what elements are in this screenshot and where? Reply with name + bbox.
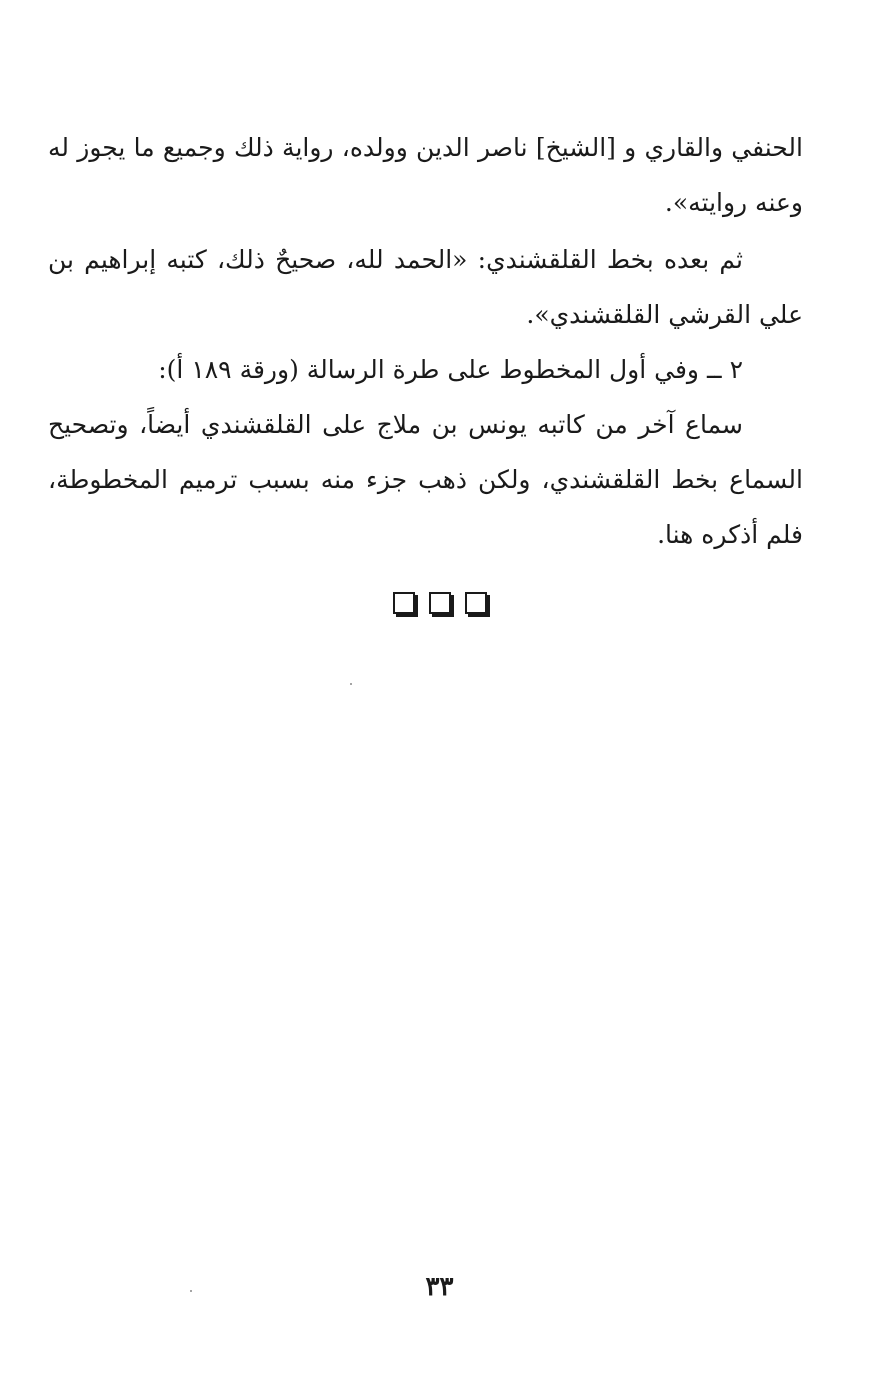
paragraph-continuation: الحنفي والقاري و [الشيخ] ناصر الدين وولده، رواية ذلك وجميع ما يجوز له وعنه روايته». — [48, 133, 803, 217]
ornament-box-icon — [429, 592, 451, 614]
ornament-box-icon — [465, 592, 487, 614]
document-body — [48, 120, 803, 562]
ornament-box-icon — [393, 592, 415, 614]
page-number: ٣٣ — [425, 1272, 454, 1302]
paragraph-second-audition: سماع آخر من كاتبه يونس بن ملاج على القلقشندي أيضاً، وتصحيح السماع بخط القلقشندي، ولكن ذهب جزء منه بسبب ترميم المخطوطة، فلم أذكره هنا. — [48, 410, 803, 549]
scan-speck — [350, 683, 352, 685]
paragraph-qalqashandi-note: ثم بعده بخط القلقشندي: «الحمد لله، صحيحٌ ذلك، كتبه إبراهيم بن علي القرشي القلقشندي». — [48, 245, 803, 329]
section-end-ornament — [0, 592, 879, 618]
paragraph-item-2-heading: ٢ ــ وفي أول المخطوط على طرة الرسالة (ورقة ١٨٩ أ): — [158, 355, 743, 384]
